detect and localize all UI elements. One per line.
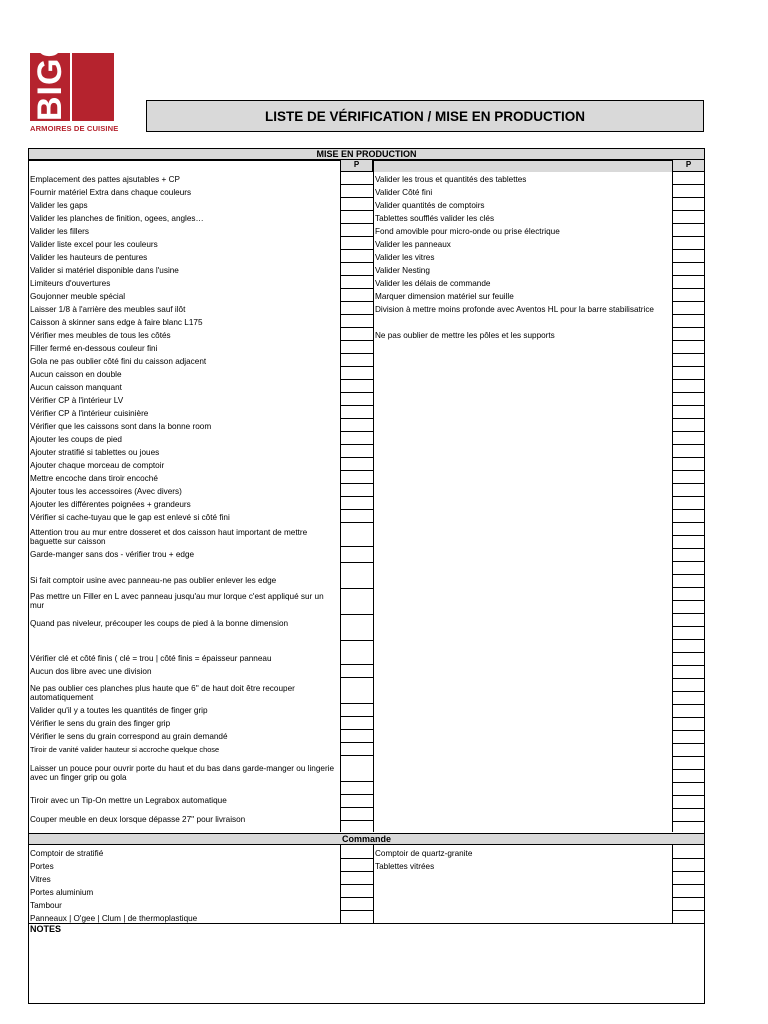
production-checkbox-right[interactable]: [673, 277, 705, 288]
production-item-left: Ajouter chaque morceau de comptoir: [30, 461, 165, 470]
right-checkbox-row-line: [672, 821, 705, 822]
commande-checkbox[interactable]: [673, 886, 705, 897]
commande-item-left: Portes: [30, 862, 54, 871]
production-item-left: Limiteurs d'ouvertures: [30, 279, 111, 288]
production-checkbox-left[interactable]: [341, 212, 373, 223]
company-logo: [30, 30, 119, 163]
left-checkbox-row-line: [340, 457, 373, 458]
logo-red-block-right: [72, 53, 114, 121]
production-item-left: Ajouter tous les accessoires (Avec divers): [30, 487, 182, 496]
left-checkbox-row-line: [340, 197, 373, 198]
production-item-left: Emplacement des pattes ajsutables + CP: [30, 175, 180, 184]
production-checkbox-left[interactable]: [341, 238, 373, 249]
production-checkbox-left[interactable]: [341, 199, 373, 210]
production-checkbox-left[interactable]: [341, 290, 373, 301]
production-item-left: Aucun caisson manquant: [30, 383, 122, 392]
right-checkbox-row-line: [672, 418, 705, 419]
notes-rule: [28, 923, 705, 924]
header-fill-right: [373, 171, 672, 172]
production-item-left: Vérifier si cache-tuyau que le gap est enlevé si côté fini: [30, 513, 230, 522]
right-checkbox-row-line: [672, 249, 705, 250]
production-item-right: Valider les vitres: [375, 253, 435, 262]
production-checkbox-right[interactable]: [673, 225, 705, 236]
production-item-left: Vérifier CP à l'intérieur LV: [30, 396, 124, 405]
right-checkbox-row-line: [672, 678, 705, 679]
right-checkbox-row-line: [672, 600, 705, 601]
production-item-left: Valider les gaps: [30, 201, 88, 210]
left-checkbox-row-line: [340, 418, 373, 419]
right-checkbox-row-line: [672, 496, 705, 497]
cmd-col-line-2: [373, 845, 374, 923]
commande-checkbox[interactable]: [673, 860, 705, 871]
production-item-right: Ne pas oublier de mettre les pôles et les supports: [375, 331, 555, 340]
commande-checkbox-row-line: [340, 897, 373, 898]
commande-checkbox[interactable]: [673, 899, 705, 910]
logo-mark: [30, 30, 114, 121]
production-item-left: Vérifier mes meubles de tous les côtés: [30, 331, 171, 340]
production-checkbox-left[interactable]: [341, 717, 373, 728]
production-checkbox-left[interactable]: [341, 368, 373, 379]
right-checkbox-row-line: [672, 756, 705, 757]
production-item-right: Division à mettre moins profonde avec Aventos HL pour la barre stabilisatrice: [375, 305, 654, 314]
left-checkbox-row-line: [340, 640, 373, 641]
right-checkbox-row-line: [672, 730, 705, 731]
production-checkbox-left[interactable]: [341, 682, 373, 693]
right-checkbox-row-line: [672, 652, 705, 653]
production-item-left: Aucun dos libre avec une division: [30, 667, 152, 676]
commande-item-left: Vitres: [30, 875, 51, 884]
col-line-2: [373, 160, 374, 832]
production-checkbox-left[interactable]: [341, 665, 373, 676]
left-checkbox-row-line: [340, 483, 373, 484]
left-checkbox-row-line: [340, 431, 373, 432]
commande-checkbox-row-line: [672, 897, 705, 898]
commande-checkbox[interactable]: [341, 912, 373, 923]
right-checkbox-row-line: [672, 353, 705, 354]
left-checkbox-row-line: [340, 496, 373, 497]
logo-name: BIGO: [31, 30, 69, 121]
production-item-right: Valider les délais de commande: [375, 279, 491, 288]
right-checkbox-row-line: [672, 808, 705, 809]
production-item-left: Valider les fillers: [30, 227, 89, 236]
right-checkbox-row-line: [672, 405, 705, 406]
production-item-right: Valider quantités de comptoirs: [375, 201, 485, 210]
production-item-left: Vérifier clé et côté finis ( clé = trou | côté finis = épaisseur panneau: [30, 654, 272, 663]
production-item-left: Goujonner meuble spécial: [30, 292, 126, 301]
left-checkbox-row-line: [340, 781, 373, 782]
left-checkbox-row-line: [340, 275, 373, 276]
right-checkbox-row-line: [672, 561, 705, 562]
production-item-left: Garde-manger sans dos - vérifier trou + edge: [30, 550, 195, 559]
production-item-left: Si fait comptoir usine avec panneau-ne pas oublier enlever les edge: [30, 576, 277, 585]
commande-item-right: Comptoir de quartz-granite: [375, 849, 473, 858]
right-checkbox-row-line: [672, 301, 705, 302]
production-checkbox-left[interactable]: [341, 186, 373, 197]
production-item-left: Caisson à skinner sans edge à faire blanc L175: [30, 318, 203, 327]
production-checkbox-left[interactable]: [341, 498, 373, 509]
right-checkbox-row-line: [672, 574, 705, 575]
right-checkbox-row-line: [672, 288, 705, 289]
right-checkbox-row-line: [672, 457, 705, 458]
right-checkbox-row-line: [672, 171, 705, 172]
right-checkbox-row-line: [672, 379, 705, 380]
right-checkbox-row-line: [672, 197, 705, 198]
commande-checkbox[interactable]: [341, 899, 373, 910]
right-checkbox-row-line: [672, 275, 705, 276]
production-checkbox-left[interactable]: [341, 225, 373, 236]
right-checkbox-row-line: [672, 431, 705, 432]
commande-checkbox-row-line: [672, 858, 705, 859]
right-checkbox-row-line: [672, 509, 705, 510]
left-checkbox-row-line: [340, 807, 373, 808]
production-item-left: Valider qu'il y a toutes les quantités de finger grip: [30, 706, 208, 715]
right-checkbox-row-line: [672, 236, 705, 237]
production-checkbox-left[interactable]: [341, 446, 373, 457]
right-checkbox-row-line: [672, 548, 705, 549]
notes-label: NOTES: [30, 924, 62, 934]
right-checkbox-row-line: [672, 522, 705, 523]
production-item-left: Tiroir avec un Tip-On mettre un Legrabox automatique: [30, 796, 227, 805]
production-item-right: Valider Côté fini: [375, 188, 433, 197]
production-checkbox-left[interactable]: [341, 407, 373, 418]
left-checkbox-row-line: [340, 314, 373, 315]
commande-checkbox[interactable]: [341, 873, 373, 884]
production-checkbox-left[interactable]: [341, 813, 373, 824]
production-item-left: Ajouter stratifié si tablettes ou joues: [30, 448, 160, 457]
right-checkbox-row-line: [672, 769, 705, 770]
production-item-left: Laisser un pouce pour ouvrir porte du haut et du bas dans garde-manger ou lingerie avec un finger grip ou gola: [30, 764, 335, 782]
header-rule-left: [28, 160, 340, 161]
p-column-header-right: P: [672, 160, 705, 171]
commande-checkbox-row-line: [672, 871, 705, 872]
commande-checkbox-row-line: [340, 871, 373, 872]
production-item-right: Valider les trous et quantités des tablettes: [375, 175, 527, 184]
production-checkbox-right[interactable]: [673, 329, 705, 340]
right-checkbox-row-line: [672, 665, 705, 666]
production-checkbox-left[interactable]: [341, 762, 373, 773]
left-checkbox-row-line: [340, 184, 373, 185]
right-checkbox-row-line: [672, 782, 705, 783]
production-item-left: Valider les hauteurs de pentures: [30, 253, 148, 262]
commande-checkbox[interactable]: [341, 847, 373, 858]
production-checkbox-left[interactable]: [341, 652, 373, 663]
production-checkbox-right[interactable]: [673, 199, 705, 210]
production-checkbox-right[interactable]: [673, 303, 705, 314]
left-checkbox-row-line: [340, 327, 373, 328]
production-checkbox-left[interactable]: [341, 617, 373, 628]
right-checkbox-row-line: [672, 314, 705, 315]
production-item-left: Filler fermé en-dessous couleur fini: [30, 344, 158, 353]
p-column-header-left: P: [340, 160, 373, 171]
production-item-left: Vérifier le sens du grain des finger grip: [30, 719, 171, 728]
production-checkbox-left[interactable]: [341, 574, 373, 585]
production-item-right: Marquer dimension matériel sur feuille: [375, 292, 514, 301]
left-checkbox-row-line: [340, 755, 373, 756]
commande-checkbox[interactable]: [341, 886, 373, 897]
right-checkbox-row-line: [672, 795, 705, 796]
right-checkbox-row-line: [672, 210, 705, 211]
right-checkbox-row-line: [672, 366, 705, 367]
commande-item-left: Panneaux | O'gee | Clum | de thermoplastique: [30, 914, 198, 923]
production-checkbox-left[interactable]: [341, 173, 373, 184]
production-item-right: Tablettes soufflés valider les clés: [375, 214, 495, 223]
right-checkbox-row-line: [672, 613, 705, 614]
left-checkbox-row-line: [340, 366, 373, 367]
production-section-header: MISE EN PRODUCTION: [28, 148, 705, 160]
production-item-left: Vérifier CP à l'intérieur cuisinière: [30, 409, 149, 418]
left-checkbox-row-line: [340, 588, 373, 589]
commande-checkbox[interactable]: [341, 860, 373, 871]
production-checkbox-left[interactable]: [341, 730, 373, 741]
production-item-left: Fournir matériel Extra dans chaque couleurs: [30, 188, 192, 197]
production-checkbox-left[interactable]: [341, 459, 373, 470]
left-checkbox-row-line: [340, 444, 373, 445]
production-checkbox-right[interactable]: [673, 212, 705, 223]
right-checkbox-row-line: [672, 184, 705, 185]
commande-item-right: Tablettes vitrées: [375, 862, 435, 871]
production-checkbox-left[interactable]: [341, 342, 373, 353]
right-checkbox-row-line: [672, 340, 705, 341]
left-checkbox-row-line: [340, 405, 373, 406]
commande-item-left: Comptoir de stratifié: [30, 849, 104, 858]
production-checkbox-right[interactable]: [673, 251, 705, 262]
right-checkbox-row-line: [672, 691, 705, 692]
production-item-left: Couper meuble en deux lorsque dépasse 27'' pour livraison: [30, 815, 246, 824]
right-checkbox-row-line: [672, 704, 705, 705]
production-checkbox-left[interactable]: [341, 704, 373, 715]
left-checkbox-row-line: [340, 223, 373, 224]
production-checkbox-right[interactable]: [673, 264, 705, 275]
production-item-left: Valider liste excel pour les couleurs: [30, 240, 158, 249]
left-checkbox-row-line: [340, 546, 373, 547]
right-checkbox-row-line: [672, 626, 705, 627]
left-checkbox-row-line: [340, 470, 373, 471]
commande-item-left: Portes aluminium: [30, 888, 94, 897]
production-checkbox-left[interactable]: [341, 329, 373, 340]
production-item-right: Valider les panneaux: [375, 240, 451, 249]
right-checkbox-row-line: [672, 262, 705, 263]
commande-checkbox-row-line: [672, 884, 705, 885]
production-item-left: Tiroir de vanité valider hauteur si accroche quelque chose: [30, 745, 220, 754]
production-checkbox-left[interactable]: [341, 472, 373, 483]
production-item-left: Quand pas niveleur, précouper les coups de pied à la bonne dimension: [30, 619, 289, 628]
left-checkbox-row-line: [340, 210, 373, 211]
left-checkbox-row-line: [340, 392, 373, 393]
production-checkbox-left[interactable]: [341, 794, 373, 805]
production-checkbox-right[interactable]: [673, 186, 705, 197]
right-checkbox-row-line: [672, 223, 705, 224]
production-item-left: Aucun caisson en double: [30, 370, 122, 379]
right-header-strip: [373, 161, 672, 171]
left-checkbox-row-line: [340, 171, 373, 172]
production-checkbox-left[interactable]: [341, 743, 373, 754]
production-item-left: Mettre encoche dans tiroir encoché: [30, 474, 158, 483]
commande-checkbox[interactable]: [673, 873, 705, 884]
left-checkbox-row-line: [340, 379, 373, 380]
production-checkbox-right[interactable]: [673, 238, 705, 249]
production-checkbox-left[interactable]: [341, 381, 373, 392]
right-checkbox-row-line: [672, 535, 705, 536]
production-item-left: Valider les planches de finition, ogees, angles…: [30, 214, 204, 223]
production-checkbox-left[interactable]: [341, 394, 373, 405]
right-checkbox-row-line: [672, 327, 705, 328]
production-item-left: Vérifier que les caissons sont dans la bonne room: [30, 422, 212, 431]
right-checkbox-row-line: [672, 743, 705, 744]
production-item-right: Valider Nesting: [375, 266, 430, 275]
right-checkbox-row-line: [672, 587, 705, 588]
production-item-left: Pas mettre un Filler en L avec panneau jusqu'au mur lorque c'est appliqué sur un mur: [30, 592, 324, 610]
left-checkbox-row-line: [340, 509, 373, 510]
left-checkbox-row-line: [340, 236, 373, 237]
production-checkbox-left[interactable]: [341, 590, 373, 601]
left-checkbox-row-line: [340, 340, 373, 341]
production-checkbox-left[interactable]: [341, 303, 373, 314]
production-checkbox-left[interactable]: [341, 277, 373, 288]
production-checkbox-left[interactable]: [341, 526, 373, 537]
production-checkbox-left[interactable]: [341, 355, 373, 366]
left-checkbox-row-line: [340, 677, 373, 678]
commande-checkbox-row-line: [340, 858, 373, 859]
left-checkbox-row-line: [340, 249, 373, 250]
right-checkbox-row-line: [672, 483, 705, 484]
production-checkbox-left[interactable]: [341, 316, 373, 327]
production-item-left: Ajouter les différentes poignées + grandeurs: [30, 500, 191, 509]
right-checkbox-row-line: [672, 717, 705, 718]
production-checkbox-left[interactable]: [341, 433, 373, 444]
commande-checkbox[interactable]: [673, 912, 705, 923]
production-checkbox-left[interactable]: [341, 251, 373, 262]
production-item-left: Valider si matériel disponible dans l'usine: [30, 266, 179, 275]
commande-checkbox[interactable]: [673, 847, 705, 858]
logo-subtitle: ARMOIRES DE CUISINE: [30, 124, 119, 133]
production-checkbox-left[interactable]: [341, 485, 373, 496]
production-item-left: Vérifier le sens du grain correspond au grain demandé: [30, 732, 228, 741]
production-checkbox-left[interactable]: [341, 264, 373, 275]
production-item-left: Ne pas oublier ces planches plus haute que 6'' de haut doit être recouper automatiquement: [30, 684, 295, 702]
production-item-left: Ajouter les coups de pied: [30, 435, 122, 444]
commande-section-header: Commande: [28, 833, 705, 845]
commande-checkbox-row-line: [340, 910, 373, 911]
right-checkbox-row-line: [672, 639, 705, 640]
production-checkbox-right[interactable]: [673, 173, 705, 184]
production-checkbox-left[interactable]: [341, 420, 373, 431]
right-checkbox-row-line: [672, 444, 705, 445]
commande-item-left: Tambour: [30, 901, 62, 910]
production-item-left: Attention trou au mur entre dosseret et dos caisson haut important de mettre baguette sur caisson: [30, 528, 308, 546]
left-checkbox-row-line: [340, 301, 373, 302]
production-item-right: Fond amovible pour micro-onde ou prise électrique: [375, 227, 560, 236]
production-checkbox-left[interactable]: [341, 548, 373, 559]
left-checkbox-row-line: [340, 288, 373, 289]
left-checkbox-row-line: [340, 562, 373, 563]
left-checkbox-row-line: [340, 522, 373, 523]
right-checkbox-row-line: [672, 470, 705, 471]
commande-checkbox-row-line: [672, 910, 705, 911]
production-checkbox-left[interactable]: [341, 511, 373, 522]
right-checkbox-row-line: [672, 392, 705, 393]
left-checkbox-row-line: [340, 614, 373, 615]
production-item-left: Laisser 1/8 à l'arrière des meubles sauf ilôt: [30, 305, 186, 314]
page-title: LISTE DE VÉRIFICATION / MISE EN PRODUCTION: [146, 100, 704, 132]
commande-checkbox-row-line: [340, 884, 373, 885]
left-checkbox-row-line: [340, 353, 373, 354]
production-item-left: Gola ne pas oublier côté fini du caisson adjacent: [30, 357, 207, 366]
left-checkbox-row-line: [340, 262, 373, 263]
production-checkbox-right[interactable]: [673, 290, 705, 301]
